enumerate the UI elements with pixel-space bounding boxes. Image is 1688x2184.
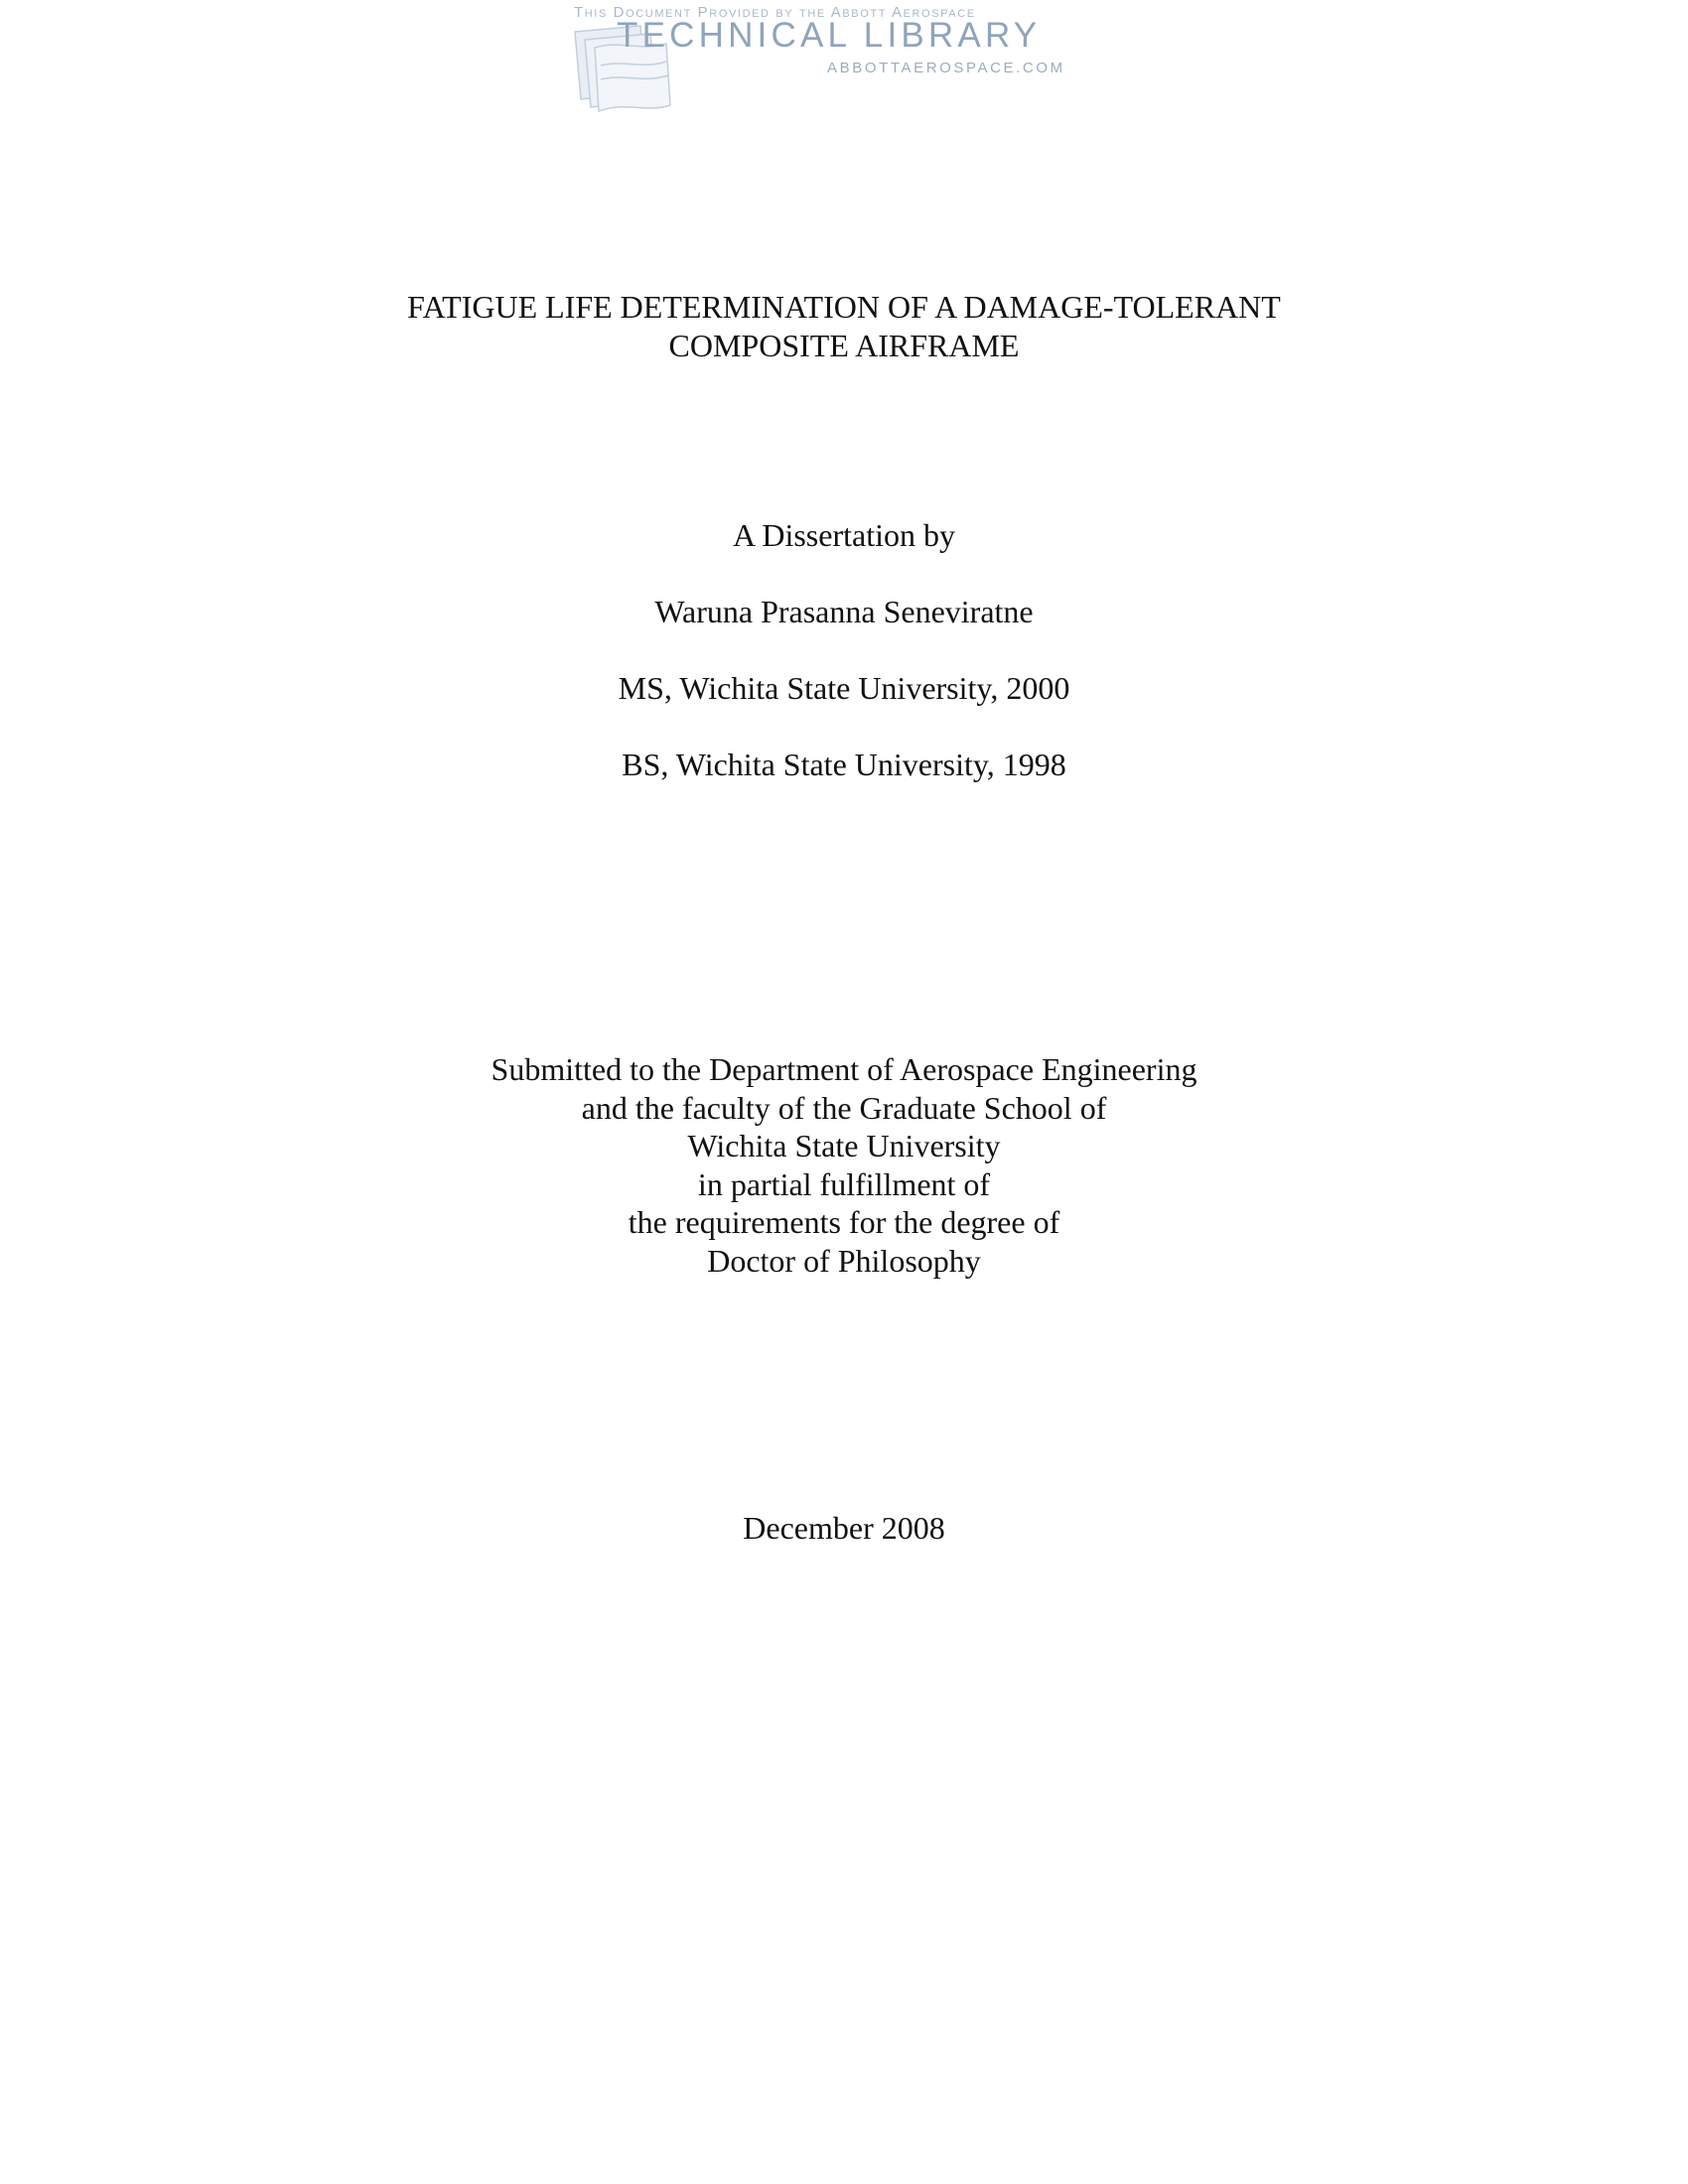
submission-line: and the faculty of the Graduate School of bbox=[581, 1089, 1107, 1126]
degree-ms: MS, Wichita State University, 2000 bbox=[618, 670, 1070, 706]
author-name: Waruna Prasanna Seneviratne bbox=[654, 594, 1034, 629]
dissertation-title bbox=[0, 288, 1688, 364]
title-line-2: COMPOSITE AIRFRAME bbox=[668, 327, 1020, 363]
watermark-library-name: TECHNICAL LIBRARY bbox=[617, 16, 1042, 55]
watermark-url: ABBOTTAEROSPACE.COM bbox=[827, 60, 1065, 76]
watermark bbox=[571, 4, 1087, 115]
degree-bs: BS, Wichita State University, 1998 bbox=[622, 747, 1066, 782]
submission-line: Doctor of Philosophy bbox=[707, 1242, 981, 1279]
submission-line: Submitted to the Department of Aerospace Engineering bbox=[491, 1051, 1197, 1087]
submission-line: in partial fulfillment of bbox=[697, 1165, 991, 1202]
watermark-provided-by: This Document Provided by the Abbott Aerospace bbox=[574, 4, 976, 21]
submission-date: December 2008 bbox=[743, 1510, 945, 1546]
title-line-1: FATIGUE LIFE DETERMINATION OF A DAMAGE-TOLERANT bbox=[407, 289, 1281, 325]
submission-line: the requirements for the degree of bbox=[628, 1204, 1060, 1240]
submission-line: Wichita State University bbox=[687, 1128, 1001, 1163]
submission-statement bbox=[0, 1050, 1688, 1280]
byline: A Dissertation by bbox=[733, 517, 955, 553]
